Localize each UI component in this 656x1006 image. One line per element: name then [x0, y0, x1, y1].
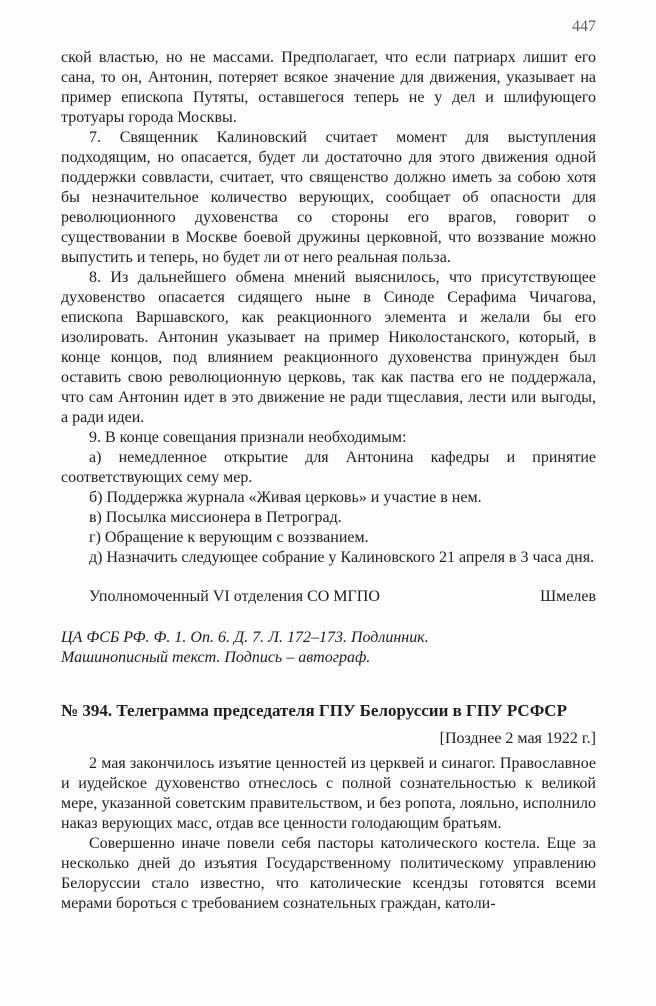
list-item-g: г) Обращение к верующим с воззванием.	[89, 529, 369, 546]
document-heading: № 394. Телеграмма председателя ГПУ Белоруссии в ГПУ РСФСР	[61, 701, 567, 720]
paragraph: Совершенно иначе повели себя пасторы католического костела. Еще за несколько дней до изъятия Государственному политическому управлению Белоруссии стало известно, что католические ксендзы готовятся всеми мерами бороться с требованием сознательных граждан, католи-	[61, 835, 596, 912]
signature-row	[61, 587, 596, 607]
list-item-d: д) Назначить следующее собрание у Калиновского 21 апреля в 3 часа дня.	[89, 549, 595, 566]
signature-name: Шмелев	[539, 588, 596, 605]
archive-reference-line-2: Машинописный текст. Подпись – автограф.	[61, 649, 371, 666]
document-393-ending	[61, 48, 596, 668]
document-394	[61, 700, 596, 914]
numbered-paragraph-7: 7. Священник Калиновский считает момент для выступления подходящим, но опасается, будет ли достаточно для этого движения одной поддержки соввласти, считает, что священство должно иметь за собою хотя бы незначительное количество верующих, сообщает об опасности для революционного духовенства со стороны его врагов, говорит о существовании в Москве боевой дружины церковной, что воззвание можно выпустить и теперь, но будет ли от него реальная польза.	[61, 129, 596, 266]
page-body	[61, 48, 596, 914]
numbered-paragraph-8: 8. Из дальнейшего обмена мнений выяснилось, что присутствующее духовенство опасается сидящего ныне в Синоде Серафима Чичагова, епископа Варшавского, как реакционного элемента и желали бы его изолировать. Антонин указывает на пример Николостанского, который, в конце концов, под влиянием реакционного духовенства принужден был оставить свою революционную церковь, так как паства его не поддержала, что сам Антонин идет в это движение не ради тщеславия, лести или выгоды, а ради идеи.	[61, 269, 596, 426]
signature-role: Уполномоченный VI отделения СО МГПО	[89, 588, 380, 605]
archive-reference	[61, 628, 596, 668]
paragraph: 2 мая закончилось изъятие ценностей из церквей и синагог. Православное и иудейское духовенство отнеслось с полной сознательностью к великой мере, указанной советским правительством, и без ропота, лояльно, исполнило наказ верующих масс, отдав все ценности голодающим братьям.	[61, 755, 596, 832]
continuation-paragraph: ской властью, но не массами. Предполагает, что если патриарх лишит его сана, то он, Антонин, потеряет всякое значение для движения, указывает на пример епископа Путяты, оставшегося теперь не у дел и шлифующего тротуары города Москвы.	[61, 49, 596, 126]
list-item-v: в) Посылка миссионера в Петроград.	[89, 509, 342, 526]
page-number: 447	[572, 18, 596, 35]
archive-reference-line-1: ЦА ФСБ РФ. Ф. 1. Оп. 6. Д. 7. Л. 172–173. Подлинник.	[61, 629, 429, 646]
list-item-b: б) Поддержка журнала «Живая церковь» и участие в нем.	[89, 489, 482, 506]
numbered-paragraph-9: 9. В конце совещания признали необходимым:	[89, 429, 407, 446]
document-394-body	[61, 754, 596, 914]
list-item-a: а) немедленное открытие для Антонина кафедры и принятие соответствующих сему мер.	[61, 449, 596, 486]
document-date: [Позднее 2 мая 1922 г.]	[439, 730, 596, 747]
